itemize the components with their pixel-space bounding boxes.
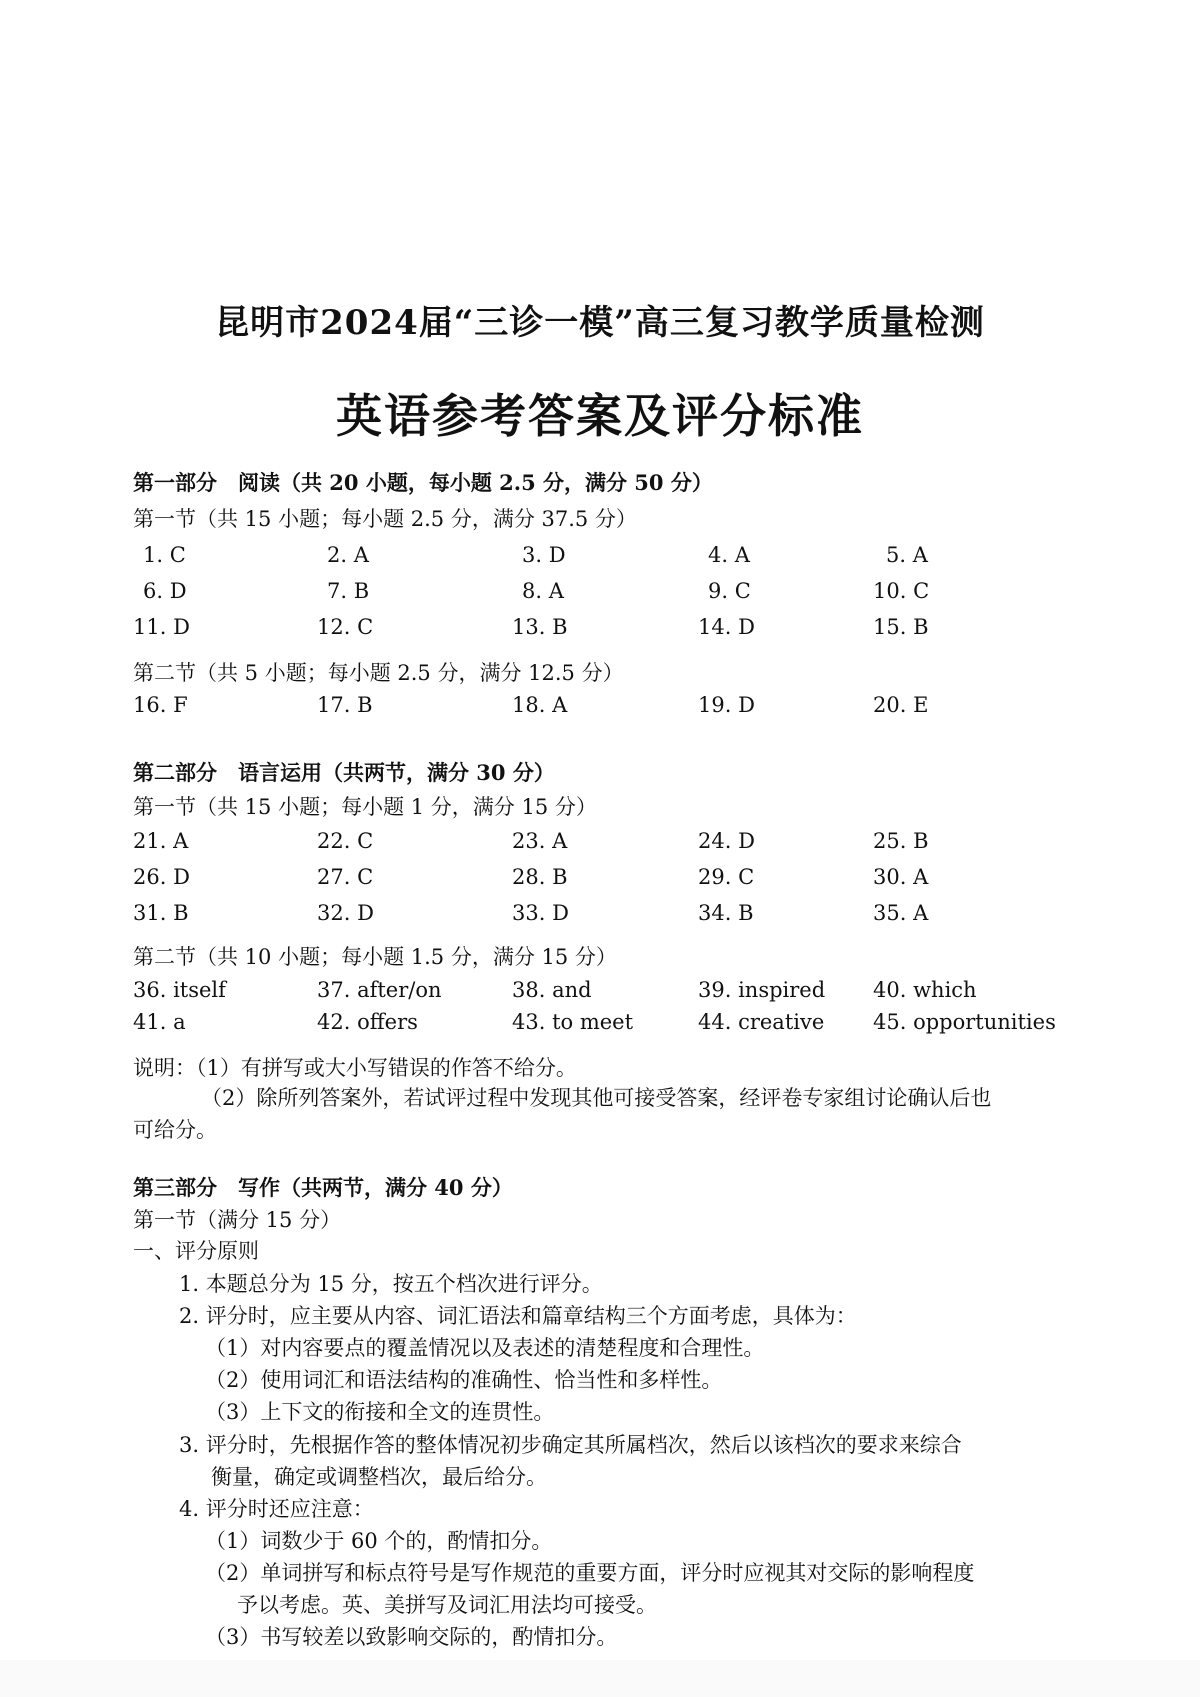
principle-subitem: （2）单词拼写和标点符号是写作规范的重要方面，评分时应视其对交际的影响程度 (205, 1561, 975, 1585)
answer-cell: 29. C (698, 865, 755, 889)
note-2-continued: 可给分。 (133, 1118, 217, 1142)
document-title: 英语参考答案及评分标准 (336, 389, 864, 443)
answer-cell: 9. C (708, 579, 751, 603)
answer-cell: 2. A (327, 543, 369, 567)
answer-cell: 12. C (317, 615, 374, 639)
answer-cell: 8. A (522, 579, 564, 603)
principle-subitem: （1）词数少于 60 个的，酌情扣分。 (205, 1529, 553, 1553)
answer-cell: 10. C (873, 579, 930, 603)
answer-cell: 38. and (512, 978, 592, 1002)
answer-row (0, 577, 1200, 607)
part2-sec2-heading: 第二节（共 10 小题；每小题 1.5 分，满分 15 分） (133, 945, 617, 969)
answer-cell: 41. a (133, 1010, 186, 1034)
answer-cell: 45. opportunities (873, 1010, 1056, 1034)
answer-cell: 22. C (317, 829, 374, 853)
part1-sec1-heading: 第一节（共 15 小题；每小题 2.5 分，满分 37.5 分） (133, 507, 637, 531)
answer-cell: 18. A (512, 693, 568, 717)
note-2: （2）除所列答案外，若试评过程中发现其他可接受答案，经评卷专家组讨论确认后也 (201, 1086, 992, 1110)
answer-cell: 44. creative (698, 1010, 825, 1034)
answer-cell: 42. offers (317, 1010, 418, 1034)
answer-row (0, 827, 1200, 857)
answer-cell: 3. D (522, 543, 566, 567)
principle-item-continued: 衡量，确定或调整档次，最后给分。 (211, 1465, 547, 1489)
answer-cell: 40. which (873, 978, 977, 1002)
answer-cell: 16. F (133, 693, 188, 717)
principle-item: 4. 评分时还应注意： (179, 1497, 374, 1521)
answer-row (0, 1008, 1200, 1038)
answer-cell: 13. B (512, 615, 568, 639)
part2-heading: 第二部分 语言运用（共两节，满分 30 分） (133, 760, 555, 785)
answer-cell: 25. B (873, 829, 929, 853)
answer-cell: 21. A (133, 829, 189, 853)
answer-cell: 33. D (512, 901, 569, 925)
scoring-principles-heading: 一、评分原则 (133, 1239, 259, 1263)
answer-cell: 39. inspired (698, 978, 826, 1002)
answer-cell: 24. D (698, 829, 755, 853)
exam-title: 昆明市2024届“三诊一模”高三复习教学质量检测 (215, 303, 985, 343)
answer-cell: 36. itself (133, 978, 226, 1002)
principle-item: 3. 评分时，先根据作答的整体情况初步确定其所属档次，然后以该档次的要求来综合 (179, 1433, 962, 1457)
principle-item: 1. 本题总分为 15 分，按五个档次进行评分。 (179, 1272, 603, 1296)
part3-sec1-heading: 第一节（满分 15 分） (133, 1208, 342, 1232)
part2-sec1-heading: 第一节（共 15 小题；每小题 1 分，满分 15 分） (133, 795, 597, 819)
answer-cell: 4. A (708, 543, 750, 567)
answer-cell: 30. A (873, 865, 929, 889)
answer-row (0, 541, 1200, 571)
answer-cell: 19. D (698, 693, 755, 717)
principle-item: 2. 评分时，应主要从内容、词汇语法和篇章结构三个方面考虑，具体为： (179, 1304, 857, 1328)
answer-cell: 35. A (873, 901, 929, 925)
answer-cell: 11. D (133, 615, 190, 639)
note-1: 说明：（1）有拼写或大小写错误的作答不给分。 (133, 1056, 577, 1080)
part1-sec2-heading: 第二节（共 5 小题；每小题 2.5 分，满分 12.5 分） (133, 661, 624, 685)
page-bottom-band (0, 1660, 1200, 1697)
answer-cell: 26. D (133, 865, 190, 889)
answer-cell: 34. B (698, 901, 754, 925)
answer-cell: 7. B (327, 579, 370, 603)
answer-cell: 28. B (512, 865, 568, 889)
answer-cell: 31. B (133, 901, 189, 925)
principle-subitem: （3）上下文的衔接和全文的连贯性。 (205, 1400, 555, 1424)
answer-cell: 27. C (317, 865, 374, 889)
answer-cell: 5. A (886, 543, 928, 567)
principle-subitem: （2）使用词汇和语法结构的准确性、恰当性和多样性。 (205, 1368, 723, 1392)
answer-row (0, 691, 1200, 721)
answer-row (0, 899, 1200, 929)
principle-subitem: （1）对内容要点的覆盖情况以及表述的清楚程度和合理性。 (205, 1336, 765, 1360)
part1-heading: 第一部分 阅读（共 20 小题，每小题 2.5 分，满分 50 分） (133, 470, 713, 495)
answer-cell: 32. D (317, 901, 374, 925)
answer-row (0, 863, 1200, 893)
answer-cell: 37. after/on (317, 978, 442, 1002)
answer-cell: 17. B (317, 693, 373, 717)
answer-cell: 15. B (873, 615, 929, 639)
part3-heading: 第三部分 写作（共两节，满分 40 分） (133, 1175, 513, 1200)
answer-cell: 14. D (698, 615, 755, 639)
answer-cell: 23. A (512, 829, 568, 853)
principle-subitem: （3）书写较差以致影响交际的，酌情扣分。 (205, 1625, 618, 1649)
answer-row (0, 613, 1200, 643)
answer-cell: 1. C (143, 543, 186, 567)
answer-row (0, 976, 1200, 1006)
answer-cell: 6. D (143, 579, 187, 603)
answer-cell: 43. to meet (512, 1010, 634, 1034)
answer-cell: 20. E (873, 693, 929, 717)
principle-subitem-continued: 予以考虑。英、美拼写及词汇用法均可接受。 (237, 1593, 657, 1617)
